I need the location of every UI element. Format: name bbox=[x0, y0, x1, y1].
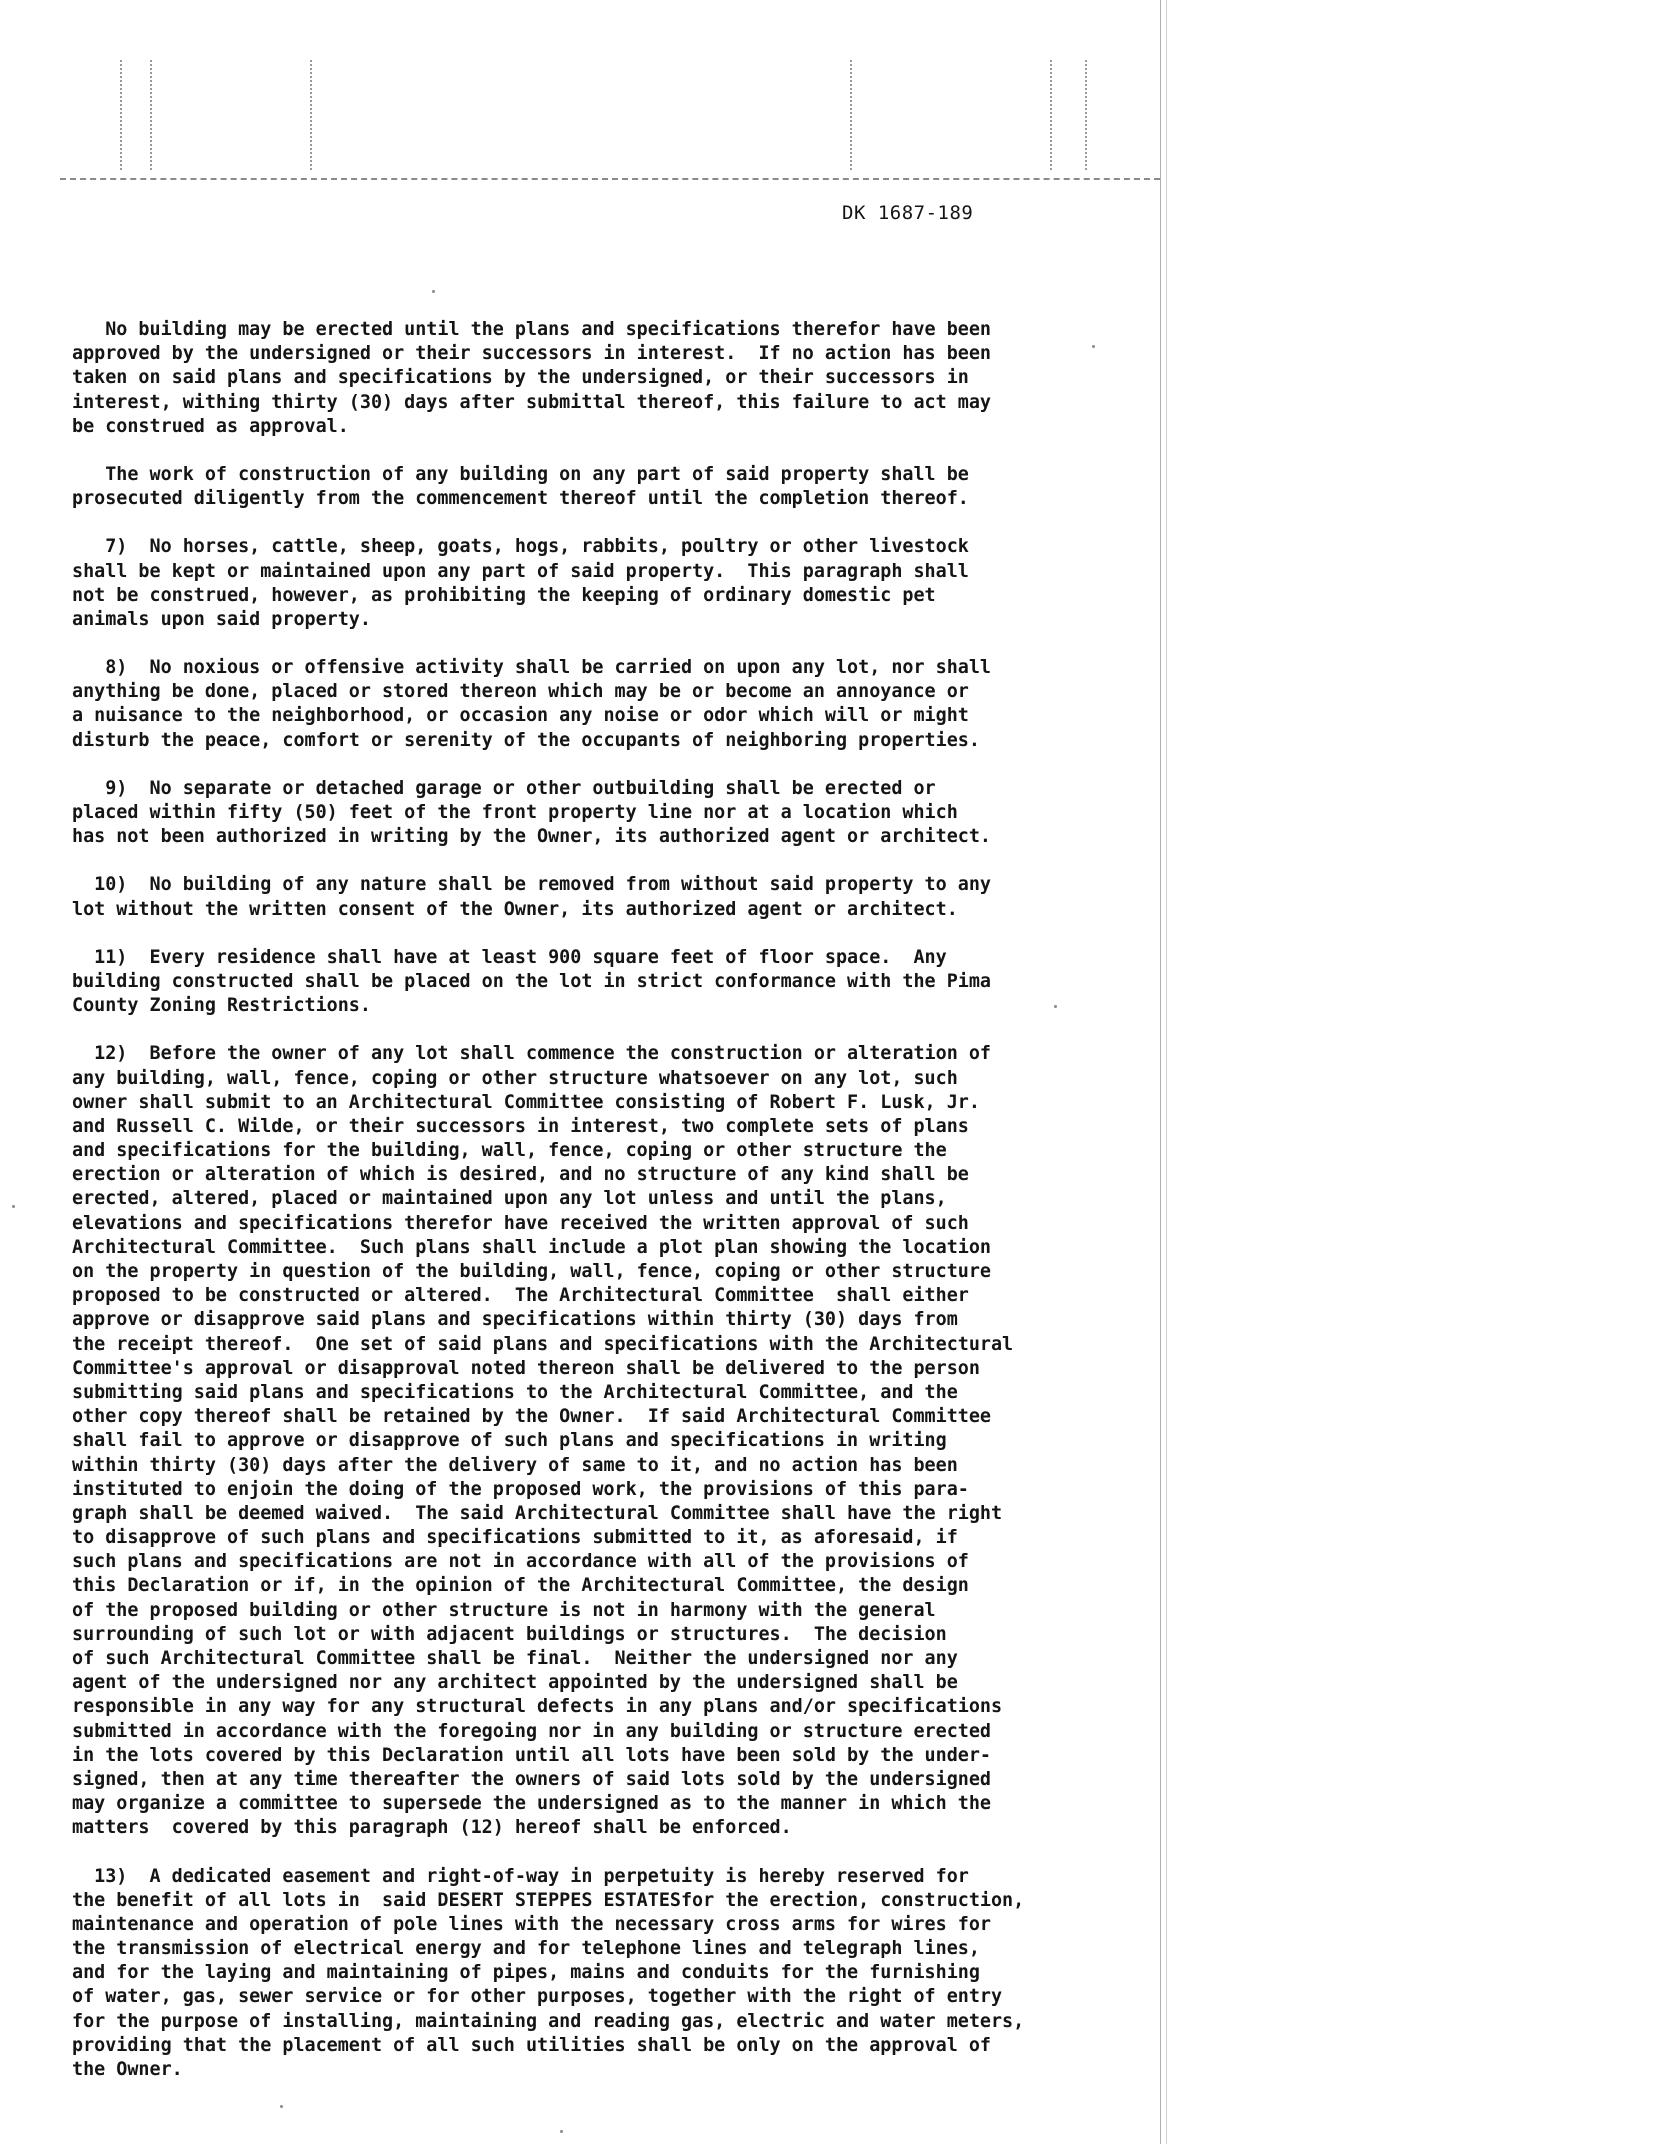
scan-artifact-rule bbox=[60, 178, 1160, 180]
text-line: owner shall submit to an Architectural Committee consisting of Robert F. Lusk, Jr. bbox=[72, 1091, 980, 1113]
text-line: anything be done, placed or stored thereon which may be or become an annoyance or bbox=[72, 681, 969, 703]
text-line: and Russell C. Wilde, or their successors in interest, two complete sets of plans bbox=[72, 1115, 969, 1137]
paragraph bbox=[72, 777, 1092, 850]
text-line: responsible in any way for any structural defects in any plans and/or specifications bbox=[72, 1696, 1003, 1718]
text-line: this Declaration or if, in the opinion of the Architectural Committee, the design bbox=[72, 1575, 969, 1597]
text-line: be construed as approval. bbox=[72, 415, 349, 437]
text-line: approved by the undersigned or their successors in interest. If no action has been bbox=[72, 343, 991, 365]
text-line: the Owner. bbox=[72, 2059, 183, 2080]
text-line: disturb the peace, comfort or serenity of the occupants of neighboring properties. bbox=[72, 729, 980, 751]
text-line: approve or disapprove said plans and specifications within thirty (30) days from bbox=[72, 1309, 958, 1331]
text-line: to disapprove of such plans and specifications submitted to it, as aforesaid, if bbox=[72, 1527, 958, 1549]
text-line: of water, gas, sewer service or for other purposes, together with the right of entry bbox=[72, 1986, 1003, 2008]
text-line: prosecuted diligently from the commencement thereof until the completion thereof. bbox=[72, 488, 969, 510]
text-line: any building, wall, fence, coping or other structure whatsoever on any lot, such bbox=[72, 1067, 958, 1089]
text-line: of such Architectural Committee shall be final. Neither the undersigned nor any bbox=[72, 1648, 958, 1669]
text-line: taken on said plans and specifications by the undersigned, or their successors in bbox=[72, 367, 969, 389]
text-line: The work of construction of any building on any part of said property shall be bbox=[72, 463, 969, 485]
text-line: of the proposed building or other structure is not in harmony with the general bbox=[72, 1599, 936, 1621]
text-line: proposed to be constructed or altered. The Architectural Committee shall either bbox=[72, 1285, 969, 1307]
text-line: elevations and specifications therefor have received the written approval of such bbox=[72, 1212, 969, 1234]
text-line: the receipt thereof. One set of said plans and specifications with the Architectural bbox=[72, 1333, 1014, 1355]
text-line: No building may be erected until the plans and specifications therefor have been bbox=[72, 319, 991, 340]
text-line: erection or alteration of which is desired, and no structure of any kind shall be bbox=[72, 1164, 969, 1186]
text-line: erected, altered, placed or maintained upon any lot unless and until the plans, bbox=[72, 1188, 947, 1210]
text-line: instituted to enjoin the doing of the proposed work, the provisions of this para- bbox=[72, 1478, 969, 1500]
text-line: in the lots covered by this Declaration until all lots have been sold by the under- bbox=[72, 1744, 991, 1766]
text-line: animals upon said property. bbox=[72, 608, 371, 630]
text-line: maintenance and operation of pole lines with the necessary cross arms for wires for bbox=[72, 1913, 991, 1935]
text-line: 10) No building of any nature shall be removed from without said property to any bbox=[72, 874, 991, 896]
text-line: on the property in question of the building, wall, fence, coping or other structure bbox=[72, 1261, 991, 1282]
text-line: graph shall be deemed waived. The said Architectural Committee shall have the right bbox=[72, 1502, 1003, 1524]
text-line: within thirty (30) days after the delivery of same to it, and no action has been bbox=[72, 1454, 958, 1476]
paragraph bbox=[72, 946, 1092, 1019]
text-line: shall fail to approve or disapprove of such plans and specifications in writing bbox=[72, 1430, 947, 1452]
text-line: placed within fifty (50) feet of the front property line nor at a location which bbox=[72, 802, 958, 823]
text-line: 9) No separate or detached garage or other outbuilding shall be erected or bbox=[72, 777, 936, 799]
text-line: signed, then at any time thereafter the owners of said lots sold by the undersigned bbox=[72, 1768, 991, 1790]
text-line: matters covered by this paragraph (12) hereof shall be enforced. bbox=[72, 1817, 792, 1839]
paragraph bbox=[72, 318, 1092, 439]
text-line: providing that the placement of all such utilities shall be only on the approval of bbox=[72, 2034, 991, 2056]
text-line: submitted in accordance with the foregoing nor in any building or structure erected bbox=[72, 1720, 991, 1742]
paragraph bbox=[72, 463, 1092, 511]
page-edge-line bbox=[1160, 0, 1161, 2144]
text-line: may organize a committee to supersede the undersigned as to the manner in which the bbox=[72, 1793, 991, 1815]
text-line: and for the laying and maintaining of pipes, mains and conduits for the furnishing bbox=[72, 1962, 980, 1984]
text-line: shall be kept or maintained upon any part of said property. This paragraph shall bbox=[72, 560, 969, 582]
text-line: agent of the undersigned nor any architect appointed by the undersigned shall be bbox=[72, 1672, 958, 1694]
page-edge-line bbox=[1166, 0, 1167, 2144]
text-line: 7) No horses, cattle, sheep, goats, hogs, rabbits, poultry or other livestock bbox=[72, 536, 969, 558]
text-line: the transmission of electrical energy and for telephone lines and telegraph lines, bbox=[72, 1938, 980, 1960]
scan-artifact-header bbox=[60, 60, 1160, 190]
text-line: building constructed shall be placed on the lot in strict conformance with the Pima bbox=[72, 970, 991, 992]
document-body bbox=[72, 318, 1092, 2106]
scan-artifact-dots bbox=[150, 60, 152, 170]
text-line: surrounding of such lot or with adjacent buildings or structures. The decision bbox=[72, 1623, 947, 1645]
text-line: a nuisance to the neighborhood, or occasion any noise or odor which will or might bbox=[72, 705, 969, 727]
scan-artifact-dots bbox=[310, 60, 312, 170]
paragraph bbox=[72, 656, 1092, 753]
text-line: Architectural Committee. Such plans shall include a plot plan showing the location bbox=[72, 1236, 991, 1258]
text-line: submitting said plans and specifications to the Architectural Committee, and the bbox=[72, 1381, 958, 1403]
text-line: County Zoning Restrictions. bbox=[72, 995, 371, 1017]
text-line: 11) Every residence shall have at least 900 square feet of floor space. Any bbox=[72, 946, 947, 968]
paragraph bbox=[72, 873, 1092, 921]
scan-artifact-dots bbox=[120, 60, 122, 170]
text-line: such plans and specifications are not in accordance with all of the provisions of bbox=[72, 1551, 969, 1573]
document-id: DK 1687-189 bbox=[842, 202, 974, 224]
scan-artifact-dots bbox=[1050, 60, 1052, 170]
scan-artifact-dots bbox=[1085, 60, 1087, 170]
text-line: has not been authorized in writing by the Owner, its authorized agent or architect. bbox=[72, 826, 991, 848]
text-line: other copy thereof shall be retained by the Owner. If said Architectural Committee bbox=[72, 1406, 991, 1428]
text-line: lot without the written consent of the Owner, its authorized agent or architect. bbox=[72, 898, 958, 920]
paragraph bbox=[72, 1865, 1092, 2083]
paragraph bbox=[72, 535, 1092, 632]
text-line: the benefit of all lots in said DESERT STEPPES ESTATESfor the erection, construction, bbox=[72, 1889, 1025, 1911]
text-line: and specifications for the building, wall, fence, coping or other structure the bbox=[72, 1140, 947, 1162]
text-line: for the purpose of installing, maintaining and reading gas, electric and water meters, bbox=[72, 2010, 1025, 2032]
text-line: Committee's approval or disapproval noted thereon shall be delivered to the person bbox=[72, 1357, 980, 1379]
text-line: 13) A dedicated easement and right-of-way in perpetuity is hereby reserved for bbox=[72, 1865, 969, 1887]
paragraph bbox=[72, 1042, 1092, 1840]
text-line: 12) Before the owner of any lot shall commence the construction or alteration of bbox=[72, 1043, 991, 1065]
text-line: not be construed, however, as prohibiting the keeping of ordinary domestic pet bbox=[72, 584, 936, 606]
scan-artifact-dots bbox=[850, 60, 852, 170]
text-line: 8) No noxious or offensive activity shall be carried on upon any lot, nor shall bbox=[72, 657, 991, 679]
text-line: interest, withing thirty (30) days after submittal thereof, this failure to act may bbox=[72, 391, 991, 413]
